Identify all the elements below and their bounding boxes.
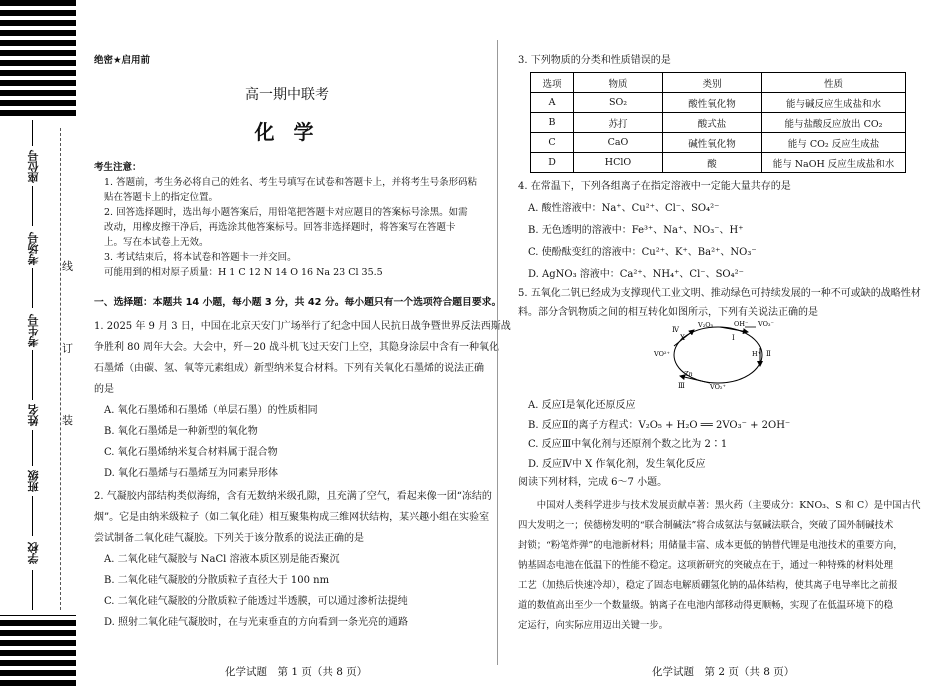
table-cell: SO₂ bbox=[574, 93, 663, 113]
section-title: 一、选择题：本题共 14 小题，每小题 3 分，共 42 分。每小题只有一个选项符合题目要求。 bbox=[94, 297, 502, 308]
exam-name: 高一期中联考 bbox=[245, 87, 329, 103]
q5-stem: 5. 五氧化二钒已经成为支撑现代工业文明、推动绿色可持续发展的一种不可或缺的战略性材 bbox=[518, 288, 921, 299]
fill-line bbox=[32, 120, 33, 146]
table-row bbox=[531, 153, 906, 173]
label-name: 姓名 bbox=[27, 404, 40, 426]
label-ii: Ⅱ bbox=[766, 350, 771, 358]
q3-title: 3. 下列物质的分类和性质错误的是 bbox=[518, 55, 671, 66]
passage-line: 道的数值高出至少一个数量级。钠离子在电池内部移动得更顺畅，实现了在低温环境下的稳 bbox=[518, 600, 894, 611]
species-h: H⁺ bbox=[752, 350, 762, 358]
fill-line bbox=[32, 496, 33, 536]
label-iii: Ⅲ bbox=[678, 382, 685, 390]
q2-option-b: B. 二氧化硅气凝胶的分散质粒子直径大于 100 nm bbox=[104, 575, 330, 586]
table-cell: B bbox=[531, 113, 574, 133]
table-cell: 酸式盐 bbox=[663, 113, 762, 133]
table-cell: 苏打 bbox=[574, 113, 663, 133]
q4-option-d: D. AgNO₃ 溶液中：Ca²⁺、NH₄⁺、Cl⁻、SO₄²⁻ bbox=[528, 269, 744, 280]
table-row bbox=[531, 113, 906, 133]
table-row bbox=[531, 133, 906, 153]
table-cell: HClO bbox=[574, 153, 663, 173]
question-5 bbox=[518, 284, 921, 322]
q1-stem: 的是 bbox=[94, 384, 114, 395]
label-school: 学校 bbox=[27, 542, 40, 564]
binding-area bbox=[0, 120, 76, 615]
table-row bbox=[531, 93, 906, 113]
q2-stem: 尝试制备二氧化硅气凝胶。下列关于该分散系的说法正确的是 bbox=[94, 533, 364, 544]
q4-option-a: A. 酸性溶液中：Na⁺、Cu²⁺、Cl⁻、SO₄²⁻ bbox=[528, 203, 720, 214]
q1-stem: 1. 2025 年 9 月 3 日，中国在北京天安门广场举行了纪念中国人民抗日战争暨世界反法西斯战 bbox=[94, 321, 511, 332]
q3-table bbox=[530, 72, 906, 173]
subject-title: 化 学 bbox=[254, 120, 320, 144]
footer-page-2: 化学试题 第 2 页（共 8 页） bbox=[652, 666, 795, 678]
passage-line: 钠基固态电池在低温下的性能不稳定。这项新研究的突破点在于，通过一种特殊的材料处理 bbox=[518, 560, 894, 571]
seal-mount: 装 bbox=[62, 414, 73, 427]
q1-stem: 石墨烯（由碳、氢、氧等元素组成）新型纳米复合材料。下列有关氧化石墨烯的说法正确 bbox=[94, 363, 484, 374]
note-line: 3. 考试结束后，将本试卷和答题卡一并交回。 bbox=[104, 252, 297, 263]
q2-option-d: D. 照射二氧化硅气凝胶时，在与光束垂直的方向看到一条光亮的通路 bbox=[104, 617, 409, 628]
table-cell: A bbox=[531, 93, 574, 113]
page-divider bbox=[497, 40, 498, 665]
q1-option-d: D. 氧化石墨烯与石墨烯互为同素异形体 bbox=[104, 468, 279, 479]
q4-option-b: B. 无色透明的溶液中：Fe³⁺、Na⁺、NO₃⁻、H⁺ bbox=[528, 225, 744, 236]
note-line: 2. 回答选择题时，选出每小题答案后，用铅笔把答题卡对应题目的答案标号涂黑。如需 bbox=[104, 207, 468, 218]
question-2 bbox=[94, 486, 492, 633]
footer-page-1: 化学试题 第 1 页（共 8 页） bbox=[225, 666, 368, 678]
species-x: X bbox=[680, 334, 685, 342]
q5-option-d: D. 反应Ⅳ中 X 作氧化剂，发生氧化反应 bbox=[528, 458, 706, 470]
note-line: 可能用到的相对原子质量：H 1 C 12 N 14 O 16 Na 23 Cl 35.5 bbox=[104, 267, 383, 278]
table-cell: 酸性氧化物 bbox=[663, 93, 762, 113]
species-vo3: VO₃⁻ bbox=[758, 320, 774, 328]
notes bbox=[94, 160, 477, 280]
fill-line bbox=[32, 186, 33, 226]
q1-stem: 争胜利 80 周年大会。大会中，歼－20 战斗机飞过天安门上空，其隐身涂层中含有一种氧化 bbox=[94, 342, 499, 353]
q2-stem: 2. 气凝胶内部结构类似海绵，含有无数纳米级孔隙，且充满了空气，看起来像一团“冻结的 bbox=[94, 491, 492, 502]
q5-option-a: A. 反应Ⅰ是氧化还原反应 bbox=[528, 400, 636, 411]
table-cell: 能与盐酸反应放出 CO₂ bbox=[762, 113, 906, 133]
passage-line: 封锁；“粉笔炸弹”的电池新材料；用储量丰富、成本更低的钠替代锂是电池技术的重要方向， bbox=[518, 540, 903, 551]
note-line: 1. 答题前，考生务必将自己的姓名、考生号填写在试卷和答题卡上，并将考生号条形码粘 bbox=[104, 177, 478, 188]
passage-line: 中国对人类科学进步与技术发展贡献卓著：黑火药（主要成分：KNO₃、S 和 C）是中国古代 bbox=[518, 500, 921, 511]
q5-option-b: B. 反应Ⅱ的离子方程式：V₂O₅ + H₂O ══ 2VO₃⁻ + 2OH⁻ bbox=[528, 419, 791, 431]
q4-option-c: C. 使酚酞变红的溶液中：Cu²⁺、K⁺、Ba²⁺、NO₃⁻ bbox=[528, 247, 757, 258]
label-i: Ⅰ bbox=[732, 334, 735, 342]
table-header-row bbox=[531, 73, 906, 93]
species-oh: OH⁻ bbox=[734, 320, 749, 328]
table-header: 性质 bbox=[762, 73, 906, 93]
q5-option-c: C. 反应Ⅲ中氧化剂与还原剂个数之比为 2∶1 bbox=[528, 439, 728, 450]
table-header: 选项 bbox=[531, 73, 574, 93]
fill-line bbox=[32, 350, 33, 400]
notes-title: 考生注意： bbox=[94, 162, 142, 173]
species-vo2plus2: VO²⁺ bbox=[654, 350, 670, 358]
question-1 bbox=[94, 316, 511, 484]
table-cell: 能与 CO₂ 反应生成盐 bbox=[762, 133, 906, 153]
species-v2o5: V₂O₅ bbox=[698, 321, 714, 329]
table-cell: C bbox=[531, 133, 574, 153]
binding-dashed-line bbox=[60, 128, 61, 610]
secret-mark: 绝密★启用前 bbox=[94, 55, 151, 66]
question-4 bbox=[518, 176, 791, 286]
note-line: 贴在答题卡上的指定位置。 bbox=[104, 192, 219, 203]
table-cell: 碱性氧化物 bbox=[663, 133, 762, 153]
fill-line bbox=[32, 430, 33, 466]
q5-stem: 料。部分含钒物质之间的相互转化如图所示，下列有关说法正确的是 bbox=[518, 307, 818, 318]
table-header: 物质 bbox=[574, 73, 663, 93]
reading-passage bbox=[518, 496, 920, 636]
table-cell: CaO bbox=[574, 133, 663, 153]
reading-intro: 阅读下列材料，完成 6～7 小题。 bbox=[518, 477, 668, 488]
table-cell: D bbox=[531, 153, 574, 173]
species-vo2plus: VO₂⁺ bbox=[710, 383, 726, 390]
table-cell: 酸 bbox=[663, 153, 762, 173]
q1-option-b: B. 氧化石墨烯是一种新型的氧化物 bbox=[104, 426, 258, 437]
fill-line bbox=[32, 570, 33, 610]
q5-options bbox=[528, 396, 790, 474]
label-seat: 座位号 bbox=[27, 150, 40, 183]
passage-line: 定运行，向实际应用迈出关键一步。 bbox=[518, 620, 669, 631]
seal-bind: 订 bbox=[62, 342, 73, 355]
table-cell: 能与 NaOH 反应生成盐和水 bbox=[762, 153, 906, 173]
q2-option-a: A. 二氧化硅气凝胶与 NaCl 溶液本质区别是能否聚沉 bbox=[104, 554, 340, 565]
vanadium-cycle-diagram bbox=[650, 318, 790, 390]
label-iv: Ⅳ bbox=[672, 326, 679, 334]
fill-line bbox=[32, 268, 33, 308]
table-cell: 能与碱反应生成盐和水 bbox=[762, 93, 906, 113]
q4-stem: 4. 在常温下，下列各组离子在指定溶液中一定能大量共存的是 bbox=[518, 181, 791, 192]
q1-option-a: A. 氧化石墨烯和石墨烯（单层石墨）的性质相同 bbox=[104, 405, 318, 416]
label-room: 考场号 bbox=[27, 232, 40, 265]
note-line: 改动，用橡皮擦干净后，再选涂其他答案标号。回答非选择题时，将答案写在答题卡 bbox=[104, 222, 456, 233]
table-header: 类别 bbox=[663, 73, 762, 93]
q2-option-c: C. 二氧化硅气凝胶的分散质粒子能透过半透膜，可以通过渗析法提纯 bbox=[104, 596, 408, 607]
label-class: 班级 bbox=[27, 470, 40, 492]
passage-line: 四大发明之一；侯德榜发明的“联合制碱法”将合成氨法与氨碱法联合，突破了国外制碱技术 bbox=[518, 520, 894, 531]
seal-line: 线 bbox=[62, 260, 73, 273]
note-line: 上。写在本试卷上无效。 bbox=[104, 237, 209, 248]
species-zn: Zn bbox=[684, 370, 693, 378]
passage-line: 工艺（加热后快速冷却），稳定了固态电解质硼氢化钠的晶体结构，使其离子电导率比之前报 bbox=[518, 580, 898, 591]
q2-stem: 烟”。它是由纳米级粒子（如二氧化硅）相互聚集构成三维网状结构，某兴趣小组在实验室 bbox=[94, 512, 490, 523]
label-candidate: 考生号 bbox=[27, 314, 40, 347]
q1-option-c: C. 氧化石墨烯纳米复合材料属于混合物 bbox=[104, 447, 278, 458]
